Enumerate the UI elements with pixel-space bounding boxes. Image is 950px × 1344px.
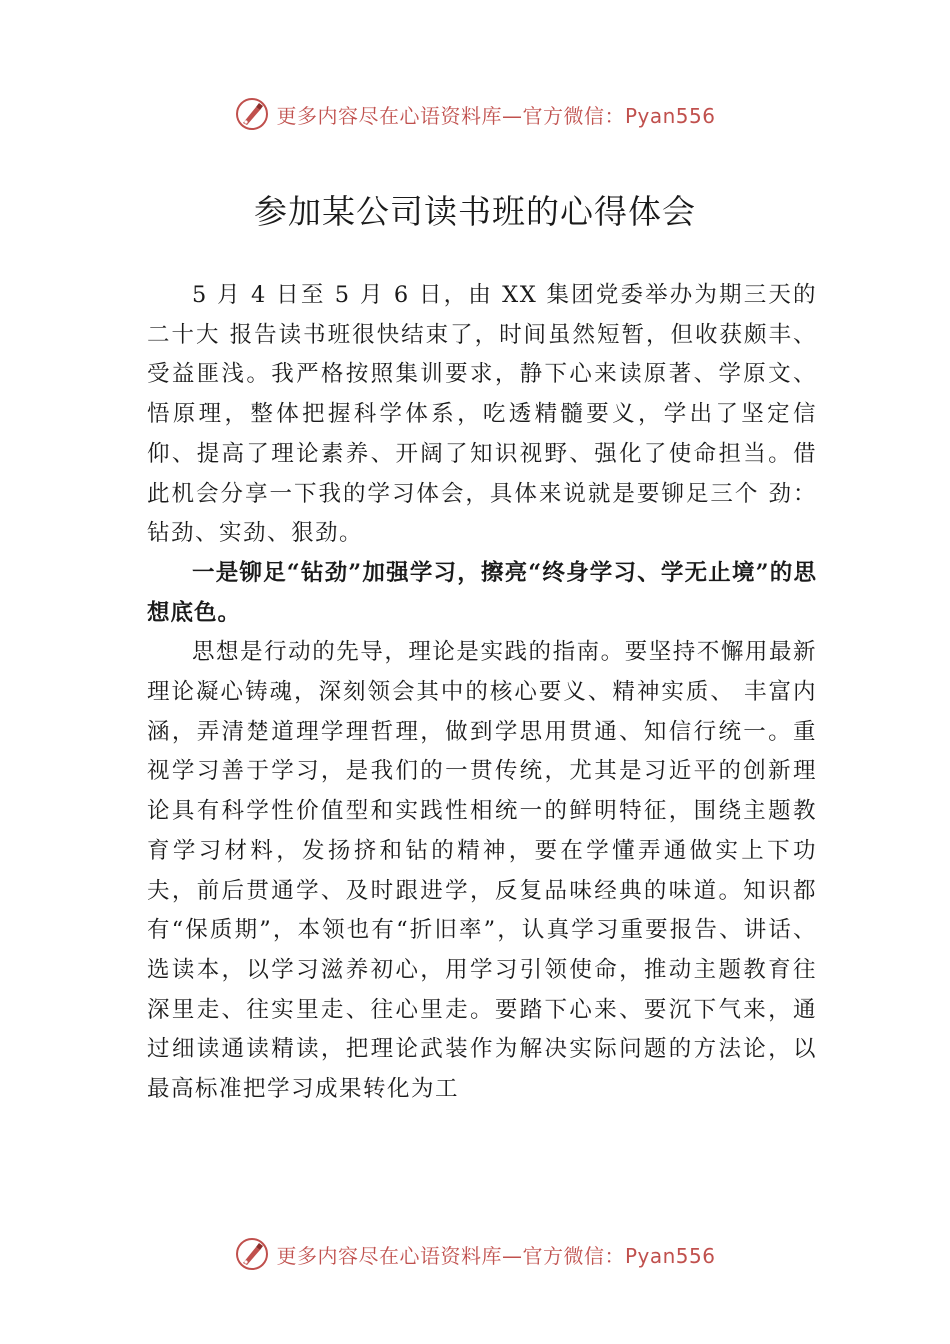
- watermark-text: 更多内容尽在心语资料库—官方微信：Pyan556: [276, 103, 716, 128]
- pen-nib-logo-icon: [234, 1236, 270, 1272]
- header-watermark: [0, 96, 950, 132]
- pen-nib-logo-icon: [234, 96, 270, 132]
- footer-watermark: [0, 1236, 950, 1272]
- watermark-text: 更多内容尽在心语资料库—官方微信：Pyan556: [276, 1243, 716, 1268]
- document-body: [147, 276, 817, 1110]
- paragraph-body: 思想是行动的先导，理论是实践的指南。要坚持不懈用最新理论凝心铸魂，深刻领会其中的核心要义、精神实质、 丰富内涵，弄清楚道理学理哲理，做到学思用贯通、知信行统一。重视学习善于学习，是我们的一贯传统，尤其是习近平的创新理论具有科学性价值型和实践性相统一的鲜明特征，围绕主题教育学习材料，发扬挤和钻的精神，要在学懂弄通做实上下功夫，前后贯通学、及时跟进学，反复品味经典的味道。知识都有“保质期”，本领也有“折旧率”，认真学习重要报告、讲话、选读本，以学习滋养初心，用学习引领使命，推动主题教育往深里走、往实里走、往心里走。要踏下心来、要沉下气来，通过细读通读精读，把理论武装作为解决实际问题的方法论，以最高标准把学习成果转化为工: [147, 639, 817, 1103]
- document-title: 参加某公司读书班的心得体会: [254, 192, 696, 231]
- paragraph-intro: 5 月 4 日至 5 月 6 日，由 XX 集团党委举办为期三天的二十大 报告读书班很快结束了，时间虽然短暂，但收获颇丰、受益匪浅。我严格按照集训要求，静下心来读原著、学原文、悟原理，整体把握科学体系，吃透精髓要义，学出了坚定信仰、提高了理论素养、开阔了知识视野、强化了使命担当。借此机会分享一下我的学习体会，具体来说就是要铆足三个 劲：钻劲、实劲、狠劲。: [147, 282, 817, 547]
- section-heading: 一是铆足“钻劲”加强学习，擦亮“终身学习、学无止境”的思想底色。: [147, 559, 817, 626]
